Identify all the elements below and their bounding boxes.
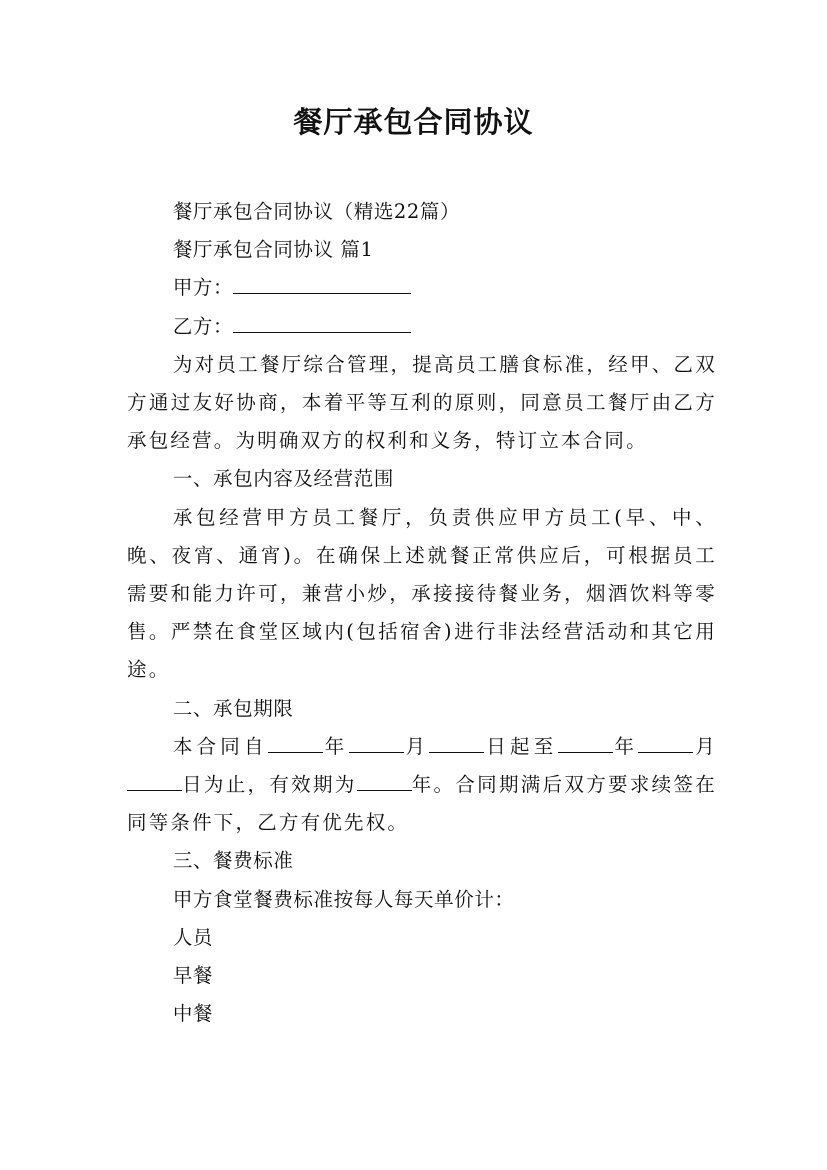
- term-text-7: 日为止，有效期为: [182, 773, 357, 797]
- term-text-6: 月: [693, 734, 717, 758]
- heading-meal-fee: 三、餐费标准: [172, 849, 294, 873]
- term-text-8: 年。合同期满后双方要求续签在同等条件下，乙方有优先权。: [127, 773, 717, 835]
- party-b-line: [127, 308, 717, 346]
- party-a-label: 甲方：: [172, 276, 234, 300]
- paragraph-breakfast: 早餐: [172, 964, 214, 988]
- paragraph-intro: 为对员工餐厅综合管理，提高员工膳食标准，经甲、乙双方通过友好协商，本着平等互利的原则，同意员工餐厅由乙方承包经营。为明确双方的权利和义务，特订立本合同。: [127, 352, 717, 453]
- document-body: [127, 193, 717, 1033]
- term-blank-start-month: [349, 733, 404, 753]
- term-text-5: 年: [612, 734, 639, 758]
- party-b-label: 乙方：: [172, 314, 234, 338]
- term-blank-duration: [357, 772, 412, 792]
- heading-term: 二、承包期限: [172, 696, 294, 720]
- term-blank-end-month: [638, 733, 693, 753]
- term-text-3: 月: [403, 734, 430, 758]
- paragraph-subtitle: 餐厅承包合同协议（精选22篇）: [172, 200, 461, 223]
- term-blank-end-day: [127, 772, 182, 792]
- term-blank-end-year: [558, 733, 613, 753]
- paragraph-personnel: 人员: [172, 925, 214, 949]
- term-blank-start-year: [268, 733, 323, 753]
- paragraph-lunch: 中餐: [172, 1002, 214, 1026]
- term-text-4: 日起至: [484, 734, 558, 758]
- paragraph-term: [127, 728, 717, 843]
- party-a-line: [127, 269, 717, 307]
- party-b-blank: [233, 313, 411, 333]
- document-title: 餐厅承包合同协议: [293, 105, 534, 139]
- paragraph-section-title: 餐厅承包合同协议 篇1: [172, 238, 374, 262]
- term-text-1: 本合同自: [172, 734, 268, 758]
- term-text-2: 年: [322, 734, 349, 758]
- paragraph-meal-fee: 甲方食堂餐费标准按每人每天单价计：: [172, 887, 515, 911]
- term-blank-start-day: [429, 733, 484, 753]
- heading-scope: 一、承包内容及经营范围: [172, 467, 394, 491]
- party-a-blank: [233, 275, 411, 295]
- paragraph-scope: 承包经营甲方员工餐厅，负责供应甲方员工(早、中、晚、夜宵、通宵)。在确保上述就餐正常供应后，可根据员工需要和能力许可，兼营小炒，承接接待餐业务，烟酒饮料等零售。严禁在食堂区域内(包括宿舍)进行非法经营活动和其它用途。: [127, 505, 717, 682]
